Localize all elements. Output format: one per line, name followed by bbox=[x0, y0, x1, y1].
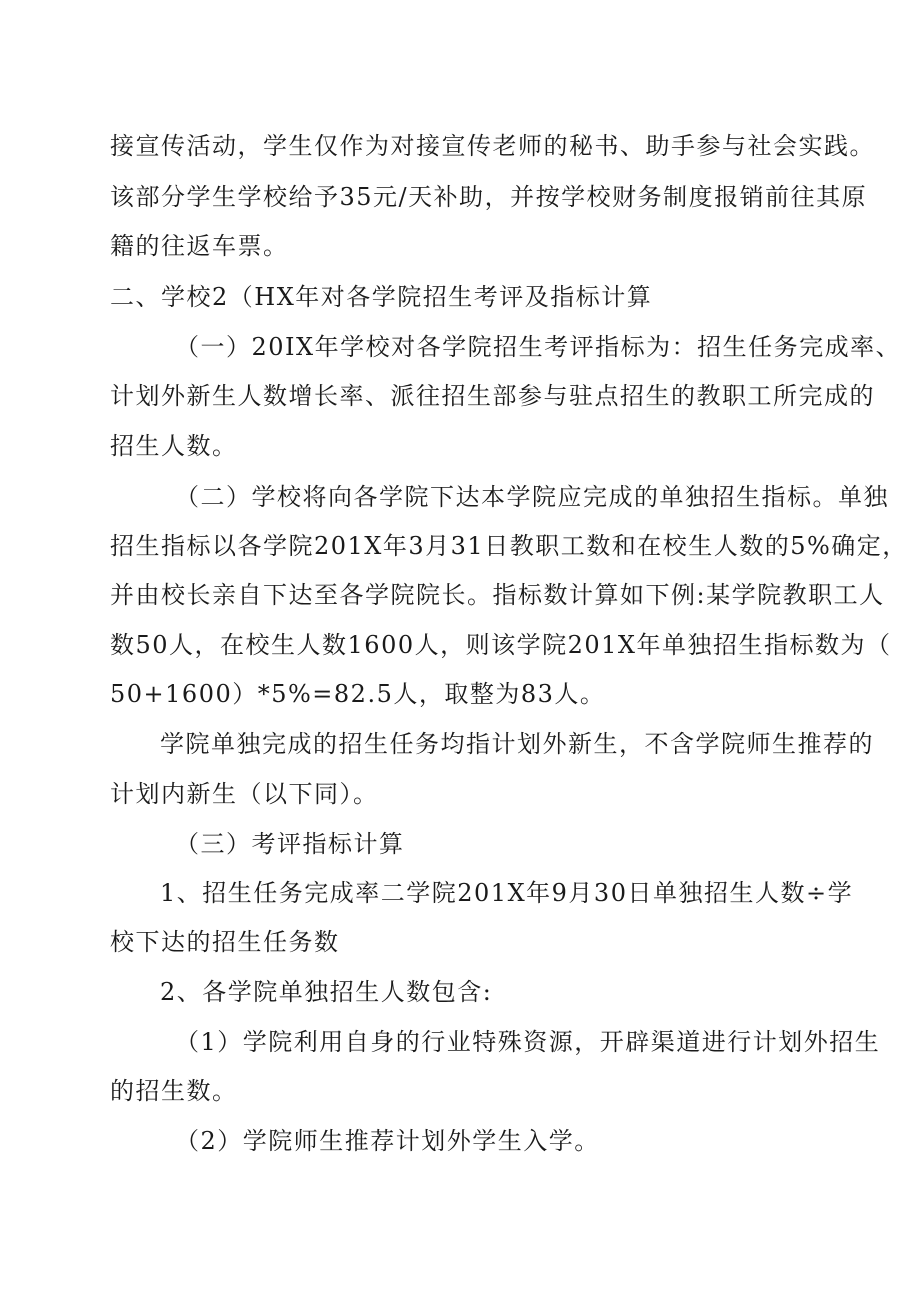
paragraph-line: 该部分学生学校给予35元/天补助，并按学校财务制度报销前往其原 bbox=[110, 183, 868, 211]
section-heading: 二、学校2（HX年对各学院招生考评及指标计算 bbox=[110, 283, 653, 311]
paragraph-line: 接宣传活动，学生仅作为对接宣传老师的秘书、助手参与社会实践。 bbox=[110, 132, 875, 160]
paragraph-line: 的招生数。 bbox=[110, 1077, 238, 1105]
paragraph-line: 2、各学院单独招生人数包含: bbox=[160, 978, 493, 1006]
paragraph-line: 1、招生任务完成率二学院201X年9月30日单独招生人数÷学 bbox=[160, 879, 854, 907]
paragraph-line: 学院单独完成的招生任务均指计划外新生，不含学院师生推荐的 bbox=[160, 730, 874, 758]
subsection-heading: （三）考评指标计算 bbox=[175, 830, 405, 858]
paragraph-line: 并由校长亲自下达至各学院院长。指标数计算如下例:某学院教职工人 bbox=[110, 581, 885, 609]
paragraph-line: 50+1600）*5%=82.5人，取整为83人。 bbox=[110, 680, 606, 708]
paragraph-line: 计划内新生（以下同）。 bbox=[110, 780, 379, 808]
paragraph-line: 招生人数。 bbox=[110, 432, 238, 460]
paragraph-line: 籍的往返车票。 bbox=[110, 232, 289, 260]
paragraph-line: 数50人，在校生人数1600人，则该学院201X年单独招生指标数为（ bbox=[110, 631, 892, 659]
paragraph-line: （一）20IX年学校对各学院招生考评指标为：招生任务完成率、 bbox=[175, 333, 902, 361]
paragraph-line: （1）学院利用自身的行业特殊资源，开辟渠道进行计划外招生 bbox=[175, 1028, 881, 1056]
paragraph-line: （2）学院师生推荐计划外学生入学。 bbox=[175, 1127, 600, 1155]
paragraph-line: （二）学校将向各学院下达本学院应完成的单独招生指标。单独 bbox=[175, 483, 889, 511]
paragraph-line: 计划外新生人数增长率、派往招生部参与驻点招生的教职工所完成的 bbox=[110, 382, 875, 410]
paragraph-line: 招生指标以各学院201X年3月31日教职工数和在校生人数的5%确定， bbox=[110, 532, 908, 560]
paragraph-line: 校下达的招生任务数 bbox=[110, 928, 340, 956]
